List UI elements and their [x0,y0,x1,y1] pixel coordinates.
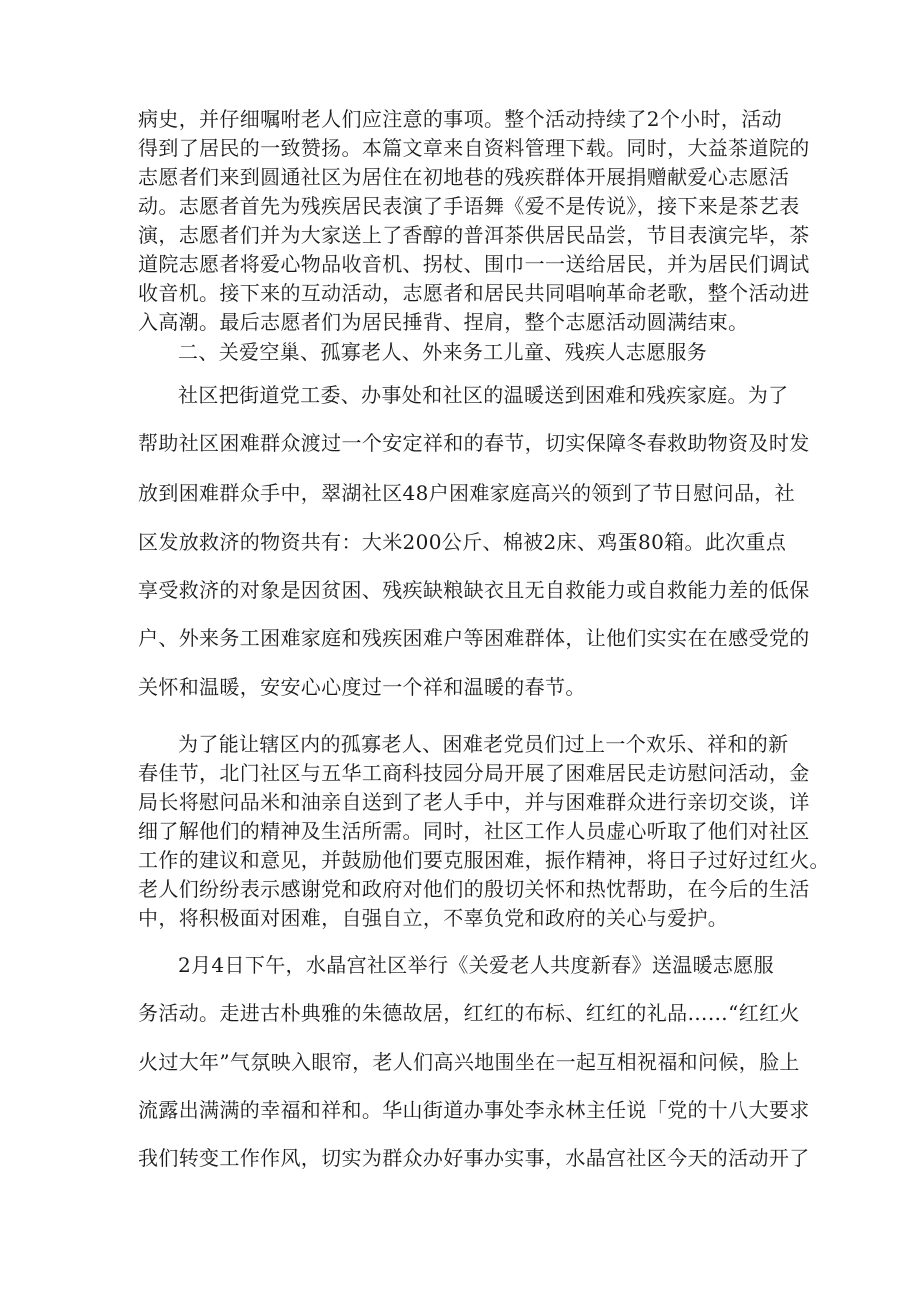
text-line: 享受救济的对象是因贫困、残疾缺粮缺衣且无自救能力或自救能力差的低保 [138,578,810,602]
text-line: 细了解他们的精神及生活所需。同时，社区工作人员虚心听取了他们对社区 [138,819,810,843]
text-line: 社区把街道党工委、办事处和社区的温暖送到困难和残疾家庭。为了 [178,383,789,407]
text-line: 流露出满满的幸福和祥和。华山街道办事处李永林主任说「党的十八大要求 [138,1098,810,1122]
text-line: 工作的建议和意见，并鼓励他们要克服困难，振作精神，将日子过好过红火。 [138,848,830,872]
text-line: 为了能让辖区内的孤寡老人、困难老党员们过上一个欢乐、祥和的新 [178,732,789,756]
text-line: 局长将慰问品米和油亲自送到了老人手中，并与困难群众进行亲切交谈，详 [138,790,810,814]
text-line: 入高潮。最后志愿者们为居民捶背、捏肩，整个志愿活动圆满结束。 [138,310,749,334]
text-line: 得到了居民的一致赞扬。本篇文章来自资料管理下载。同时，大益茶道院的 [138,136,810,160]
text-line: 老人们纷纷表示感谢党和政府对他们的殷切关怀和热忱帮助，在今后的生活 [138,877,810,901]
text-line: 春佳节，北门社区与五华工商科技园分局开展了困难居民走访慰问活动，金 [138,761,810,785]
text-line: 病史，并仔细嘱咐老人们应注意的事项。整个活动持续了2个小时，活动 [138,107,782,131]
text-line: 演，志愿者们并为大家送上了香醇的普洱茶供居民品尝，节目表演完毕，茶 [138,223,810,247]
text-line: 户、外来务工困难家庭和残疾困难户等困难群体，让他们实实在在感受党的 [138,626,810,650]
text-line: 志愿者们来到圆通社区为居住在初地巷的残疾群体开展捐赠献爱心志愿活 [138,165,790,189]
text-line: 关怀和温暖，安安心心度过一个祥和温暖的春节。 [138,675,586,699]
text-line: 道院志愿者将爱心物品收音机、拐杖、围巾一一送给居民，并为居民们调试 [138,252,810,276]
text-line: 放到困难群众手中，翠湖社区48户困难家庭高兴的领到了节日慰问品，社 [138,481,795,505]
text-line: 区发放救济的物资共有：大米200公斤、棉被2床、鸡蛋80箱。此次重点 [138,530,787,554]
text-line: 我们转变工作作风，切实为群众办好事办实事，水晶宫社区今天的活动开了 [138,1146,810,1170]
text-line: 收音机。接下来的互动活动，志愿者和居民共同唱响革命老歌，整个活动进 [138,281,810,305]
text-line: 中，将积极面对困难，自强自立，不辜负党和政府的关心与爱护。 [138,906,729,930]
text-line: 帮助社区困难群众渡过一个安定祥和的春节，切实保障冬春救助物资及时发 [138,431,810,455]
text-line: 2月4日下午，水晶宫社区举行《关爱老人共度新春》送温暖志愿服 [178,953,774,977]
section-heading: 二、关爱空巢、孤寡老人、外来务工儿童、残疾人志愿服务 [178,340,708,364]
text-line: 火过大年”气氛映入眼帘，老人们高兴地围坐在一起互相祝福和问候，脸上 [138,1050,800,1074]
text-line: 务活动。走进古朴典雅的朱德故居，红红的布标、红红的礼品……“红红火 [138,1001,800,1025]
text-line: 动。志愿者首先为残疾居民表演了手语舞《爱不是传说》，接下来是茶艺表 [138,194,800,218]
